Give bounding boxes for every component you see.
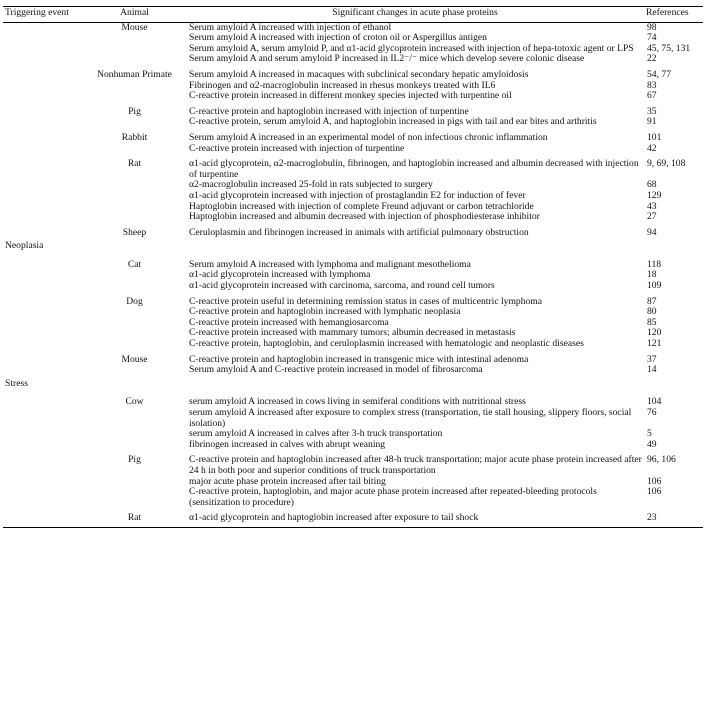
- table-row: [3, 154, 703, 180]
- table-row: [3, 339, 703, 350]
- cell-triggering-event: [3, 33, 83, 44]
- cell-triggering-event: [3, 318, 83, 329]
- table-row: [3, 292, 703, 308]
- cell-references: 96, 106: [647, 454, 676, 466]
- cell-animal: [83, 281, 186, 292]
- cell-animal: [83, 408, 186, 429]
- table-row: [3, 408, 703, 429]
- cell-change: C-reactive protein increased with hemangiosarcoma: [189, 316, 389, 328]
- cell-triggering-event: [3, 328, 83, 339]
- table-row: [3, 440, 703, 451]
- cell-triggering-event: [3, 255, 83, 271]
- cell-references: 101: [647, 131, 662, 143]
- cell-triggering-event: [3, 154, 83, 180]
- cell-change: C-reactive protein increased with mammary tumors; albumin decreased in metastasis: [189, 327, 516, 339]
- table-row: [3, 212, 703, 223]
- cell-triggering-event: [3, 350, 83, 366]
- cell-triggering-event: [3, 65, 83, 81]
- cell-animal: [83, 33, 186, 44]
- cell-triggering-event: [3, 44, 83, 55]
- cell-triggering-event: [3, 408, 83, 429]
- cell-change: C-reactive protein, haptoglobin, and ceruloplasmin increased with hematologic and neoplastic diseases: [189, 338, 584, 350]
- cell-triggering-event: [3, 54, 83, 65]
- cell-references: 18: [647, 269, 657, 281]
- cell-references: 121: [647, 338, 662, 350]
- cell-triggering-event: [3, 307, 83, 318]
- cell-triggering-event: [3, 392, 83, 408]
- cell-animal: Dog: [126, 295, 143, 307]
- cell-references: 22: [647, 53, 657, 65]
- cell-references: 35: [647, 105, 657, 117]
- cell-triggering-event: [3, 450, 83, 476]
- cell-references: 27: [647, 211, 657, 223]
- cell-references: 45, 75, 131: [647, 42, 691, 54]
- table-row: [3, 128, 703, 144]
- cell-triggering-event: [3, 128, 83, 144]
- cell-triggering-event: [3, 202, 83, 213]
- cell-references: 23: [644, 508, 703, 527]
- cell-triggering-event: [3, 440, 83, 451]
- cell-change: α1-acid glycoprotein and haptoglobin increased after exposure to tail shock: [186, 508, 644, 527]
- cell-triggering-event: [3, 102, 83, 118]
- cell-references: 37: [647, 353, 657, 365]
- cell-references: 76: [647, 407, 657, 418]
- cell-change: fibrinogen increased in calves with abrupt weaning: [189, 438, 386, 450]
- table-body: [3, 22, 703, 527]
- table-row: [3, 392, 703, 408]
- cell-change: Serum amyloid A increased with injection of croton oil or Aspergillus antigen: [189, 32, 487, 44]
- table-row: [3, 508, 703, 527]
- cell-change: Serum amyloid A increased with lymphoma and malignant mesothelioma: [189, 258, 471, 270]
- table-row: [3, 191, 703, 202]
- cell-animal: [83, 44, 186, 55]
- cell-animal: Rabbit: [121, 131, 148, 143]
- cell-triggering-event: [3, 477, 83, 488]
- cell-animal: [83, 81, 186, 92]
- acute-phase-protein-table: [3, 6, 703, 528]
- table-row: [3, 365, 703, 376]
- cell-animal: [83, 429, 186, 440]
- cell-references: 87: [647, 295, 657, 307]
- cell-triggering-event: [3, 91, 83, 102]
- cell-change: Serum amyloid A increased in an experimental model of non infectious chronic inflammation: [189, 131, 548, 143]
- cell-animal: [83, 328, 186, 339]
- cell-change: C-reactive protein useful in determining remission status in cases of multicentric lymphoma: [189, 295, 543, 307]
- table-header-row: [3, 7, 703, 23]
- cell-animal: Cat: [127, 258, 142, 270]
- cell-triggering-event: [3, 339, 83, 350]
- cell-change: Serum amyloid A, serum amyloid P, and α1-acid glycoprotein increased with injection of hepa-totoxic agent or LPS: [189, 42, 634, 54]
- cell-triggering-event: [3, 487, 83, 508]
- cell-animal: [83, 191, 186, 202]
- cell-animal: [83, 318, 186, 329]
- cell-references: 9, 69, 108: [647, 158, 686, 170]
- table-row: [3, 144, 703, 155]
- cell-references: 49: [647, 438, 657, 450]
- cell-animal: [83, 117, 186, 128]
- cell-animal: Cow: [125, 396, 144, 408]
- cell-triggering-event: Stress: [5, 377, 28, 389]
- cell-triggering-event: [3, 223, 83, 239]
- cell-triggering-event: [3, 365, 83, 376]
- table-row: [3, 255, 703, 271]
- cell-animal: Rat: [83, 508, 186, 527]
- cell-triggering-event: [3, 508, 83, 527]
- table-row: [3, 281, 703, 292]
- cell-animal: Sheep: [122, 226, 147, 238]
- cell-references: 109: [647, 280, 662, 292]
- cell-triggering-event: [3, 81, 83, 92]
- header-changes: Significant changes in acute phase proteins: [186, 7, 644, 23]
- cell-change: major acute phase protein increased after tail biting: [189, 475, 386, 487]
- table-row: [3, 450, 703, 476]
- event-row: [3, 238, 703, 255]
- cell-change: C-reactive protein increased with injection of turpentine: [189, 142, 405, 154]
- cell-change: C-reactive protein and haptoglobin increased with injection of turpentine: [189, 105, 469, 117]
- cell-triggering-event: [3, 270, 83, 281]
- cell-references: 54, 77: [647, 68, 671, 80]
- cell-references: 118: [647, 258, 662, 270]
- table-row: [3, 487, 703, 508]
- cell-animal: [83, 91, 186, 102]
- cell-references: 106: [647, 475, 662, 487]
- cell-change: C-reactive protein increased in different monkey species injected with turpentine oil: [189, 90, 512, 102]
- cell-animal: [83, 54, 186, 65]
- cell-change: C-reactive protein and haptoglobin increased in transgenic mice with intestinal adenoma: [189, 353, 529, 365]
- header-animal: Animal: [83, 7, 186, 23]
- cell-triggering-event: [3, 117, 83, 128]
- cell-animal: [83, 270, 186, 281]
- cell-change: α1-acid glycoprotein increased with carcinoma, sarcoma, and round cell tumors: [189, 280, 495, 292]
- cell-triggering-event: [3, 191, 83, 202]
- cell-triggering-event: [3, 292, 83, 308]
- cell-animal: [83, 212, 186, 223]
- cell-references: 5: [647, 428, 652, 440]
- cell-change: α1-acid glycoprotein increased with lymphoma: [189, 269, 371, 281]
- table-row: [3, 117, 703, 128]
- cell-references: 14: [647, 364, 657, 376]
- cell-change: C-reactive protein and haptoglobin increased with lymphatic neoplasia: [189, 306, 461, 318]
- cell-references: 129: [647, 189, 662, 201]
- table-row: [3, 223, 703, 239]
- cell-references: [644, 238, 703, 255]
- cell-animal: Nonhuman Primate: [97, 68, 172, 80]
- table-row: [3, 102, 703, 118]
- cell-change: Serum amyloid A increased in macaques with subclinical secondary hepatic amyloidosis: [189, 68, 529, 80]
- cell-change: C-reactive protein and haptoglobin increased after 48-h truck transportation; major acute phase protein increased after 24 h in both poor and superior conditions of truck transportation: [189, 454, 642, 476]
- cell-references: 74: [647, 32, 657, 44]
- cell-references: 43: [647, 200, 657, 212]
- cell-change: α1-acid glycoprotein increased with injection of prostaglandin E2 for induction of fever: [189, 189, 526, 201]
- cell-animal: [83, 202, 186, 213]
- cell-change: Serum amyloid A and C-reactive protein increased in model of fibrosarcoma: [189, 364, 483, 376]
- cell-change: α2-macroglobulin increased 25-fold in rats subjected to surgery: [189, 179, 433, 191]
- table-row: [3, 54, 703, 65]
- cell-animal: [83, 365, 186, 376]
- cell-references: 83: [647, 79, 657, 91]
- cell-references: 106: [647, 486, 662, 498]
- cell-references: 91: [647, 116, 657, 128]
- table-row: [3, 350, 703, 366]
- cell-triggering-event: Neoplasia: [5, 240, 44, 252]
- cell-animal: [83, 440, 186, 451]
- cell-triggering-event: [3, 180, 83, 191]
- cell-references: 120: [647, 327, 662, 339]
- cell-animal: Pig: [128, 105, 141, 117]
- cell-animal: [83, 487, 186, 508]
- cell-references: 67: [647, 90, 657, 102]
- cell-animal: [83, 180, 186, 191]
- cell-animal: [83, 238, 186, 255]
- cell-change: Ceruloplasmin and fibrinogen increased in animals with artificial pulmonary obstruction: [189, 226, 529, 238]
- cell-animal: [83, 376, 186, 393]
- cell-references: 104: [647, 396, 662, 408]
- cell-animal: [83, 307, 186, 318]
- cell-change: serum amyloid A increased in cows living in semiferal conditions with nutritional stress: [189, 396, 526, 408]
- cell-change: Haptoglobin increased and albumin decreased with injection of phosphodiesterase inhibitor: [189, 211, 540, 223]
- cell-change: C-reactive protein, serum amyloid A, and haptoglobin increased in pigs with tail and ear bites and arthritis: [189, 116, 597, 128]
- cell-references: 94: [647, 226, 657, 238]
- cell-animal: Mouse: [121, 353, 148, 365]
- cell-triggering-event: [3, 144, 83, 155]
- cell-triggering-event: [3, 281, 83, 292]
- header-triggering-event: Triggering event: [3, 7, 83, 23]
- table-row: [3, 65, 703, 81]
- cell-change: C-reactive protein, haptoglobin, and major acute phase protein increased after repeated-bleeding protocols (sensitization to procedure): [189, 486, 597, 508]
- cell-animal: [83, 477, 186, 488]
- cell-change: serum amyloid A increased in calves after 3-h truck transportation: [189, 428, 443, 440]
- cell-animal: [83, 339, 186, 350]
- cell-triggering-event: [3, 212, 83, 223]
- cell-change: Haptoglobin increased with injection of complete Freund adjuvant or carbon tetrachloride: [189, 200, 534, 212]
- cell-change: [186, 376, 644, 393]
- cell-references: [644, 376, 703, 393]
- cell-animal: Pig: [128, 454, 141, 466]
- cell-references: 42: [647, 142, 657, 154]
- cell-triggering-event: [3, 429, 83, 440]
- cell-change: α1-acid glycoprotein, α2-macroglobulin, fibrinogen, and haptoglobin increased and albumin decreased with injection of turpentine: [189, 158, 639, 180]
- cell-references: 98: [647, 21, 657, 33]
- cell-change: Fibrinogen and α2-macroglobulin increased in rhesus monkeys treated with IL6: [189, 79, 496, 91]
- cell-animal: [83, 144, 186, 155]
- cell-change: [186, 238, 644, 255]
- table-row: [3, 91, 703, 102]
- cell-change: Serum amyloid A and serum amyloid P increased in IL2⁻/⁻ mice which develop severe colonic disease: [189, 53, 585, 65]
- cell-references: 80: [647, 306, 657, 318]
- cell-animal: Rat: [127, 158, 142, 170]
- event-row: [3, 376, 703, 393]
- cell-references: 68: [647, 179, 657, 191]
- cell-change: serum amyloid A increased after exposure to complex stress (transportation, tie stall housing, slippery floors, social isolation): [189, 407, 632, 429]
- cell-references: 85: [647, 316, 657, 328]
- cell-triggering-event: [3, 22, 83, 33]
- cell-animal: Mouse: [121, 21, 148, 33]
- header-references: References: [644, 7, 703, 23]
- cell-change: Serum amyloid A increased with injection of ethanol: [189, 21, 392, 33]
